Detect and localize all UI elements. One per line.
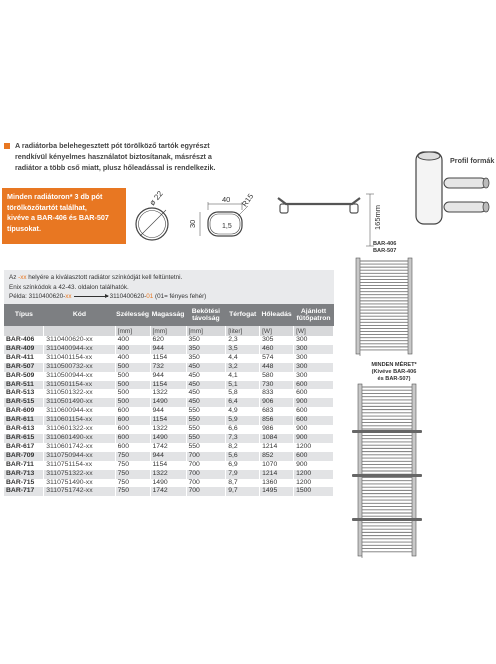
dim-height-label: 30 — [188, 219, 197, 228]
table-cell: 730 — [260, 381, 294, 390]
table-cell: 450 — [186, 389, 226, 398]
table-cell: 400 — [115, 345, 150, 354]
table-cell: 600 — [294, 416, 334, 425]
note-xx-highlight: xx — [65, 293, 72, 300]
table-cell: 732 — [150, 363, 186, 372]
table-cell: 6,9 — [226, 461, 260, 470]
table-cell: 7,9 — [226, 470, 260, 479]
cell-tipus: BAR-409 — [4, 345, 44, 354]
table-cell: 3,2 — [226, 363, 260, 372]
table-cell: 1200 — [294, 479, 334, 488]
table-cell: 500 — [115, 389, 150, 398]
notice-line: kivéve a BAR-406 és BAR-507 — [7, 213, 109, 222]
dim-depth-label: 165mm — [373, 204, 382, 230]
dim-radius-label: R15 — [239, 191, 256, 209]
cell-tipus: BAR-617 — [4, 443, 44, 452]
table-cell: 1154 — [150, 354, 186, 363]
table-cell: 944 — [150, 372, 186, 381]
table-cell: 700 — [186, 470, 226, 479]
table-cell: 1322 — [150, 389, 186, 398]
table-cell: 900 — [294, 434, 334, 443]
cell-tipus: BAR-613 — [4, 425, 44, 434]
table-cell: 4,4 — [226, 354, 260, 363]
cell-kod: 3110601490-xx — [44, 434, 115, 443]
profile-forms-label: Profil formák — [450, 156, 495, 165]
arrow-right-icon — [74, 296, 108, 297]
unit-cell: [W] — [260, 326, 294, 336]
table-cell: 300 — [294, 363, 334, 372]
big-radiator-label — [364, 362, 424, 383]
cell-kod: 3110601742-xx — [44, 443, 115, 452]
cell-tipus: BAR-709 — [4, 452, 44, 461]
table-cell: 852 — [260, 452, 294, 461]
cell-tipus: BAR-615 — [4, 434, 44, 443]
table-cell: 550 — [186, 407, 226, 416]
cell-tipus: BAR-509 — [4, 372, 44, 381]
table-cell: 600 — [115, 434, 150, 443]
note-code-suffix: 01 — [146, 293, 154, 300]
table-cell: 750 — [115, 461, 150, 470]
note-text: (01= fényes fehér) — [153, 293, 207, 300]
cell-kod: 3110501322-xx — [44, 389, 115, 398]
big-radiator-label-line: és BAR-507) — [377, 376, 411, 382]
table-cell: 1154 — [150, 416, 186, 425]
notice-line: típusokat. — [7, 223, 41, 233]
unit-cell: [mm] — [186, 326, 226, 336]
table-cell: 460 — [260, 345, 294, 354]
table-row — [4, 452, 334, 461]
table-cell: 600 — [115, 443, 150, 452]
cell-tipus: BAR-717 — [4, 487, 44, 496]
table-body — [4, 336, 334, 496]
col-header-szelesseg: Szélesség — [115, 304, 150, 326]
cell-kod: 3110751154-xx — [44, 461, 115, 470]
table-cell: 944 — [150, 345, 186, 354]
note-line-1 — [9, 273, 329, 283]
table-cell: 5,8 — [226, 389, 260, 398]
table-cell: 944 — [150, 452, 186, 461]
table-cell: 1490 — [150, 434, 186, 443]
cell-kod: 3110601154-xx — [44, 416, 115, 425]
col-header-ajanlott: Ajánlott fűtőpatron — [294, 304, 334, 326]
table-row — [4, 407, 334, 416]
table-cell: 1200 — [294, 443, 334, 452]
cell-kod: 3110400944-xx — [44, 345, 115, 354]
table-cell: 350 — [186, 345, 226, 354]
cell-tipus: BAR-515 — [4, 398, 44, 407]
table-cell: 300 — [294, 336, 334, 345]
table-cell: 1742 — [150, 487, 186, 496]
intro-line: A radiátorba belehegesztett pót törölköző tartók egyrészt — [15, 141, 210, 150]
table-cell: 700 — [186, 461, 226, 470]
cell-kod: 3110500944-xx — [44, 372, 115, 381]
table-cell: 1154 — [150, 381, 186, 390]
table-cell: 550 — [186, 425, 226, 434]
table-cell: 906 — [260, 398, 294, 407]
small-radiator-illustration — [348, 256, 420, 356]
cell-tipus: BAR-406 — [4, 336, 44, 345]
table-cell: 450 — [186, 381, 226, 390]
note-text: Példa: 3110400620- — [9, 293, 66, 300]
note-xx-highlight: -xx — [18, 274, 27, 281]
table-cell: 1490 — [150, 398, 186, 407]
table-cell: 1322 — [150, 470, 186, 479]
col-header-tipus: Típus — [4, 304, 44, 326]
col-header-holeadas: Hőleadás — [260, 304, 294, 326]
table-cell: 1490 — [150, 479, 186, 488]
cell-kod: 3110751322-xx — [44, 470, 115, 479]
table-cell: 580 — [260, 372, 294, 381]
table-row — [4, 372, 334, 381]
table-cell: 300 — [294, 345, 334, 354]
table-cell: 1500 — [294, 487, 334, 496]
cell-kod: 3110500732-xx — [44, 363, 115, 372]
table-cell: 1200 — [294, 470, 334, 479]
flat-tube-drawing — [188, 192, 255, 236]
col-header-kod: Kód — [44, 304, 115, 326]
table-cell: 750 — [115, 452, 150, 461]
table-cell: 6,4 — [226, 398, 260, 407]
cell-tipus: BAR-507 — [4, 363, 44, 372]
cell-tipus: BAR-609 — [4, 407, 44, 416]
dim-width-label: 40 — [222, 195, 231, 204]
table-cell: 4,1 — [226, 372, 260, 381]
profile-dimension-diagram — [130, 190, 380, 250]
table-row — [4, 381, 334, 390]
towel-holder-notice — [2, 188, 126, 244]
table-row — [4, 354, 334, 363]
table-cell: 986 — [260, 425, 294, 434]
cell-kod: 3110401154-xx — [44, 354, 115, 363]
table-header-row — [4, 304, 334, 326]
cell-tipus: BAR-513 — [4, 389, 44, 398]
intro-paragraph — [15, 140, 216, 174]
cell-tipus: BAR-713 — [4, 470, 44, 479]
table-cell: 833 — [260, 389, 294, 398]
cell-kod: 3110751742-xx — [44, 487, 115, 496]
table-cell: 3,5 — [226, 345, 260, 354]
table-row — [4, 389, 334, 398]
table-cell: 574 — [260, 354, 294, 363]
big-radiator-label-line: (Kivéve BAR-406 — [371, 369, 417, 375]
table-cell: 4,9 — [226, 407, 260, 416]
table-cell: 450 — [186, 398, 226, 407]
table-cell: 700 — [186, 487, 226, 496]
small-radiator-label-line: BAR-507 — [373, 248, 397, 254]
table-cell: 2,3 — [226, 336, 260, 345]
table-cell: 750 — [115, 479, 150, 488]
note-text: Az — [9, 274, 19, 281]
table-cell: 550 — [186, 416, 226, 425]
table-row — [4, 434, 334, 443]
table-cell: 5,1 — [226, 381, 260, 390]
table-cell: 450 — [186, 372, 226, 381]
table-cell: 600 — [115, 407, 150, 416]
table-cell: 750 — [115, 487, 150, 496]
table-cell: 600 — [294, 452, 334, 461]
table-cell: 1495 — [260, 487, 294, 496]
table-cell: 500 — [115, 381, 150, 390]
unit-cell: [liter] — [226, 326, 260, 336]
table-cell: 5,9 — [226, 416, 260, 425]
spec-table — [4, 304, 334, 496]
table-cell: 620 — [150, 336, 186, 345]
table-row — [4, 363, 334, 372]
table-cell: 500 — [115, 398, 150, 407]
table-row — [4, 461, 334, 470]
table-cell: 600 — [115, 416, 150, 425]
table-row — [4, 470, 334, 479]
table-cell: 300 — [294, 372, 334, 381]
table-cell: 1070 — [260, 461, 294, 470]
table-row — [4, 479, 334, 488]
cell-tipus: BAR-611 — [4, 416, 44, 425]
table-row — [4, 336, 334, 345]
cell-kod: 3110501490-xx — [44, 398, 115, 407]
towel-bar-drawing — [278, 194, 382, 246]
intro-row — [4, 140, 302, 174]
table-cell: 9,7 — [226, 487, 260, 496]
small-radiator-label — [373, 241, 396, 255]
table-cell: 500 — [115, 363, 150, 372]
note-line-3 — [9, 292, 329, 302]
col-header-bekotesi: Bekötési távolság — [186, 304, 226, 326]
cell-kod: 3110750944-xx — [44, 452, 115, 461]
table-cell: 550 — [186, 443, 226, 452]
intro-line: radiátor a több cső miatt, plusz hőleadással is rendelkezik. — [15, 163, 216, 173]
note-line-2: Enix színkódok a 42-43. oldalon találhatók. — [9, 283, 129, 291]
unit-cell — [4, 326, 44, 336]
table-cell: 1742 — [150, 443, 186, 452]
table-cell: 900 — [294, 461, 334, 470]
cell-kod: 3110601322-xx — [44, 425, 115, 434]
table-row — [4, 443, 334, 452]
table-cell: 8,7 — [226, 479, 260, 488]
table-cell: 600 — [294, 389, 334, 398]
cell-kod: 3110600944-xx — [44, 407, 115, 416]
table-cell: 1214 — [260, 470, 294, 479]
table-row — [4, 345, 334, 354]
table-cell: 1360 — [260, 479, 294, 488]
cell-kod: 3110751490-xx — [44, 479, 115, 488]
table-row — [4, 398, 334, 407]
table-cell: 600 — [115, 425, 150, 434]
intro-line: rendkívül kényelmes használatot biztosítanak, másrészt a — [15, 152, 212, 162]
small-radiator-label-line: BAR-406 — [373, 241, 397, 247]
table-cell: 450 — [186, 363, 226, 372]
orange-bullet-icon — [4, 143, 10, 149]
table-cell: 750 — [115, 470, 150, 479]
table-cell: 5,6 — [226, 452, 260, 461]
unit-cell: [W] — [294, 326, 334, 336]
table-cell: 350 — [186, 336, 226, 345]
unit-cell: [mm] — [150, 326, 186, 336]
col-header-terfogat: Térfogat — [226, 304, 260, 326]
table-cell: 8,2 — [226, 443, 260, 452]
table-cell: 944 — [150, 407, 186, 416]
table-cell: 900 — [294, 425, 334, 434]
table-cell: 305 — [260, 336, 294, 345]
table-cell: 448 — [260, 363, 294, 372]
table-cell: 500 — [115, 372, 150, 381]
table-row — [4, 487, 334, 496]
notice-line: Minden radiátoron* 3 db pót — [7, 192, 103, 201]
notice-line: törölközőtartót találhat, — [7, 202, 87, 212]
round-tube-drawing — [136, 189, 168, 240]
table-cell: 400 — [115, 354, 150, 363]
cell-tipus: BAR-511 — [4, 381, 44, 390]
cell-tipus: BAR-411 — [4, 354, 44, 363]
table-row — [4, 416, 334, 425]
large-radiator-illustration — [350, 382, 424, 558]
table-cell: 856 — [260, 416, 294, 425]
table-cell: 900 — [294, 398, 334, 407]
table-cell: 7,3 — [226, 434, 260, 443]
cell-kod: 3110400620-xx — [44, 336, 115, 345]
col-header-magassag: Magasság — [150, 304, 186, 326]
table-cell: 600 — [294, 407, 334, 416]
table-cell: 1154 — [150, 461, 186, 470]
table-units-row — [4, 326, 334, 336]
unit-cell: [mm] — [115, 326, 150, 336]
dim-wall-label: 1,5 — [222, 223, 232, 230]
table-cell: 1084 — [260, 434, 294, 443]
table-cell: 683 — [260, 407, 294, 416]
table-cell: 700 — [186, 452, 226, 461]
intro-text-block — [4, 140, 302, 174]
table-cell: 350 — [186, 354, 226, 363]
table-cell: 6,6 — [226, 425, 260, 434]
dim-diameter-label: ø 22 — [147, 189, 165, 208]
cell-tipus: BAR-711 — [4, 461, 44, 470]
table-cell: 1322 — [150, 425, 186, 434]
table-cell: 550 — [186, 434, 226, 443]
table-cell: 600 — [294, 381, 334, 390]
cell-kod: 3110501154-xx — [44, 381, 115, 390]
profile-forms — [410, 148, 496, 230]
note-text: 3110400620- — [109, 293, 147, 300]
note-text: helyére a kiválasztott radiátor színkódját kell feltüntetni. — [26, 274, 183, 281]
cell-tipus: BAR-715 — [4, 479, 44, 488]
table-cell: 1214 — [260, 443, 294, 452]
table-cell: 400 — [115, 336, 150, 345]
table-cell: 300 — [294, 354, 334, 363]
unit-cell — [44, 326, 115, 336]
table-row — [4, 425, 334, 434]
big-radiator-label-line: MINDEN MÉRET* — [371, 362, 417, 368]
table-cell: 700 — [186, 479, 226, 488]
